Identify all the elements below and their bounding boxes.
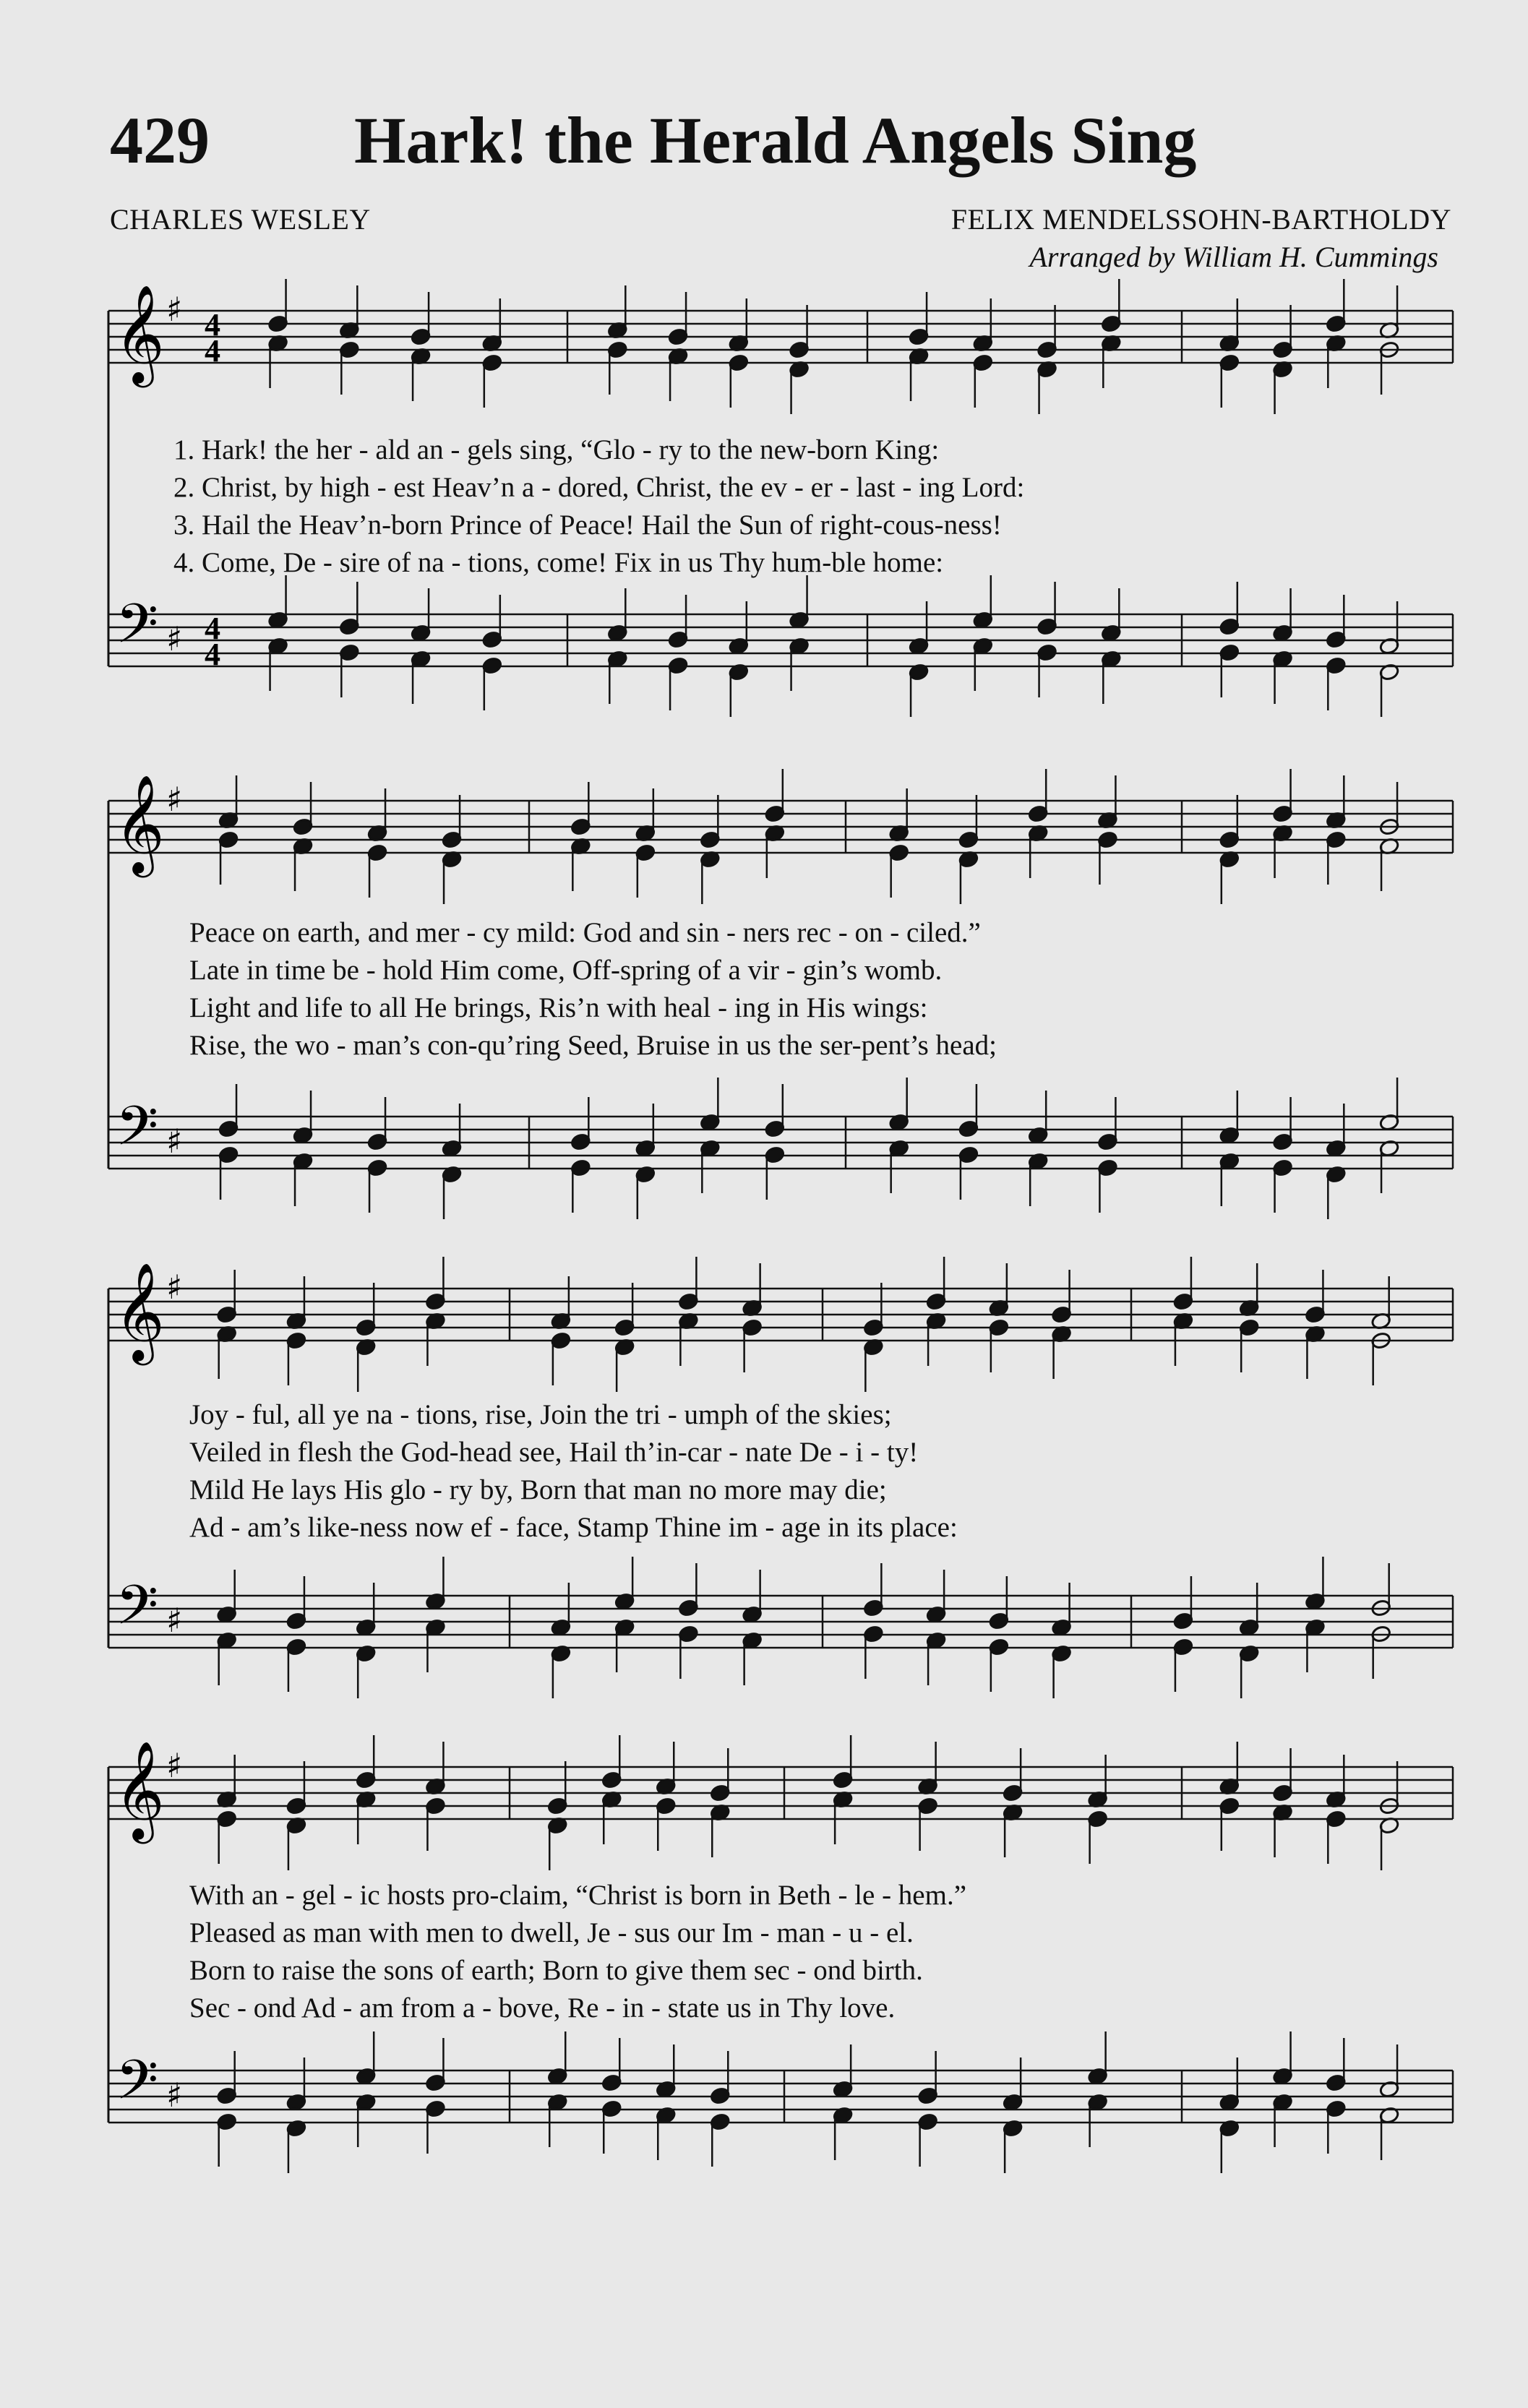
lyric-line: Pleased as man with men to dwell, Je - sus our Im - man - u - el. bbox=[189, 1917, 914, 1948]
bass-time-upper: 4 bbox=[205, 611, 220, 646]
bass-clef-icon: 𝄢 bbox=[116, 2048, 159, 2125]
lyric-line: Rise, the wo - man’s con-qu’ring Seed, Bruise in us the ser-pent’s head; bbox=[189, 1030, 997, 1061]
treble-time-upper: 4 bbox=[205, 307, 220, 343]
treble-clef-icon: 𝄞 bbox=[114, 1261, 165, 1361]
arranger-credit: Arranged by William H. Cummings bbox=[1029, 241, 1438, 273]
sharp-icon: ♯ bbox=[166, 1122, 183, 1161]
sharp-icon: ♯ bbox=[166, 2076, 183, 2115]
sharp-icon: ♯ bbox=[166, 1268, 183, 1307]
sharp-icon: ♯ bbox=[166, 1746, 183, 1785]
treble-clef-icon: 𝄞 bbox=[114, 773, 165, 873]
lyric-line: 3. Hail the Heav’n-born Prince of Peace! Hail the Sun of right-cous-ness! bbox=[173, 509, 1002, 541]
treble-time-lower: 4 bbox=[205, 333, 220, 369]
lyric-line: Joy - ful, all ye na - tions, rise, Join the tri - umph of the skies; bbox=[189, 1399, 892, 1430]
author-credit: CHARLES WESLEY bbox=[110, 203, 371, 236]
bass-clef-icon: 𝄢 bbox=[116, 1094, 159, 1171]
lyric-line: 1. Hark! the her - ald an - gels sing, “Glo - ry to the new-born King: bbox=[173, 434, 940, 465]
hymn-title: Hark! the Herald Angels Sing bbox=[354, 103, 1197, 177]
sharp-icon: ♯ bbox=[166, 290, 183, 329]
sharp-icon: ♯ bbox=[166, 780, 183, 819]
lyric-line: Light and life to all He brings, Ris’n with heal - ing in His wings: bbox=[189, 992, 928, 1023]
lyric-line: 4. Come, De - sire of na - tions, come! Fix in us Thy hum-ble home: bbox=[173, 547, 944, 578]
composer-credit: FELIX MENDELSSOHN-BARTHOLDY bbox=[950, 203, 1451, 236]
lyric-line: With an - gel - ic hosts pro-claim, “Christ is born in Beth - le - hem.” bbox=[189, 1880, 967, 1911]
treble-clef-icon: 𝄞 bbox=[114, 1740, 165, 1839]
hymn-number: 429 bbox=[110, 103, 210, 177]
bass-clef-icon: 𝄢 bbox=[116, 1573, 159, 1651]
lyric-line: Veiled in flesh the God-head see, Hail th’in-car - nate De - i - ty! bbox=[189, 1437, 919, 1468]
bass-clef-icon: 𝄢 bbox=[116, 592, 159, 669]
lyric-line: Late in time be - hold Him come, Off-spring of a vir - gin’s womb. bbox=[189, 955, 943, 986]
lyric-line: Peace on earth, and mer - cy mild: God and sin - ners rec - on - ciled.” bbox=[189, 917, 981, 948]
bass-time-lower: 4 bbox=[205, 637, 220, 672]
sharp-icon: ♯ bbox=[166, 1601, 183, 1640]
lyric-line: Sec - ond Ad - am from a - bove, Re - in - state us in Thy love. bbox=[189, 1992, 896, 2024]
lyric-line: Ad - am’s like-ness now ef - face, Stamp Thine im - age in its place: bbox=[189, 1512, 958, 1543]
lyric-line: Mild He lays His glo - ry by, Born that man no more may die; bbox=[189, 1474, 887, 1505]
lyric-line: Born to raise the sons of earth; Born to give them sec - ond birth. bbox=[189, 1955, 923, 1986]
sharp-icon: ♯ bbox=[166, 619, 183, 658]
treble-clef-icon: 𝄞 bbox=[114, 283, 165, 383]
lyric-line: 2. Christ, by high - est Heav’n a - dored, Christ, the ev - er - last - ing Lord: bbox=[173, 472, 1025, 503]
